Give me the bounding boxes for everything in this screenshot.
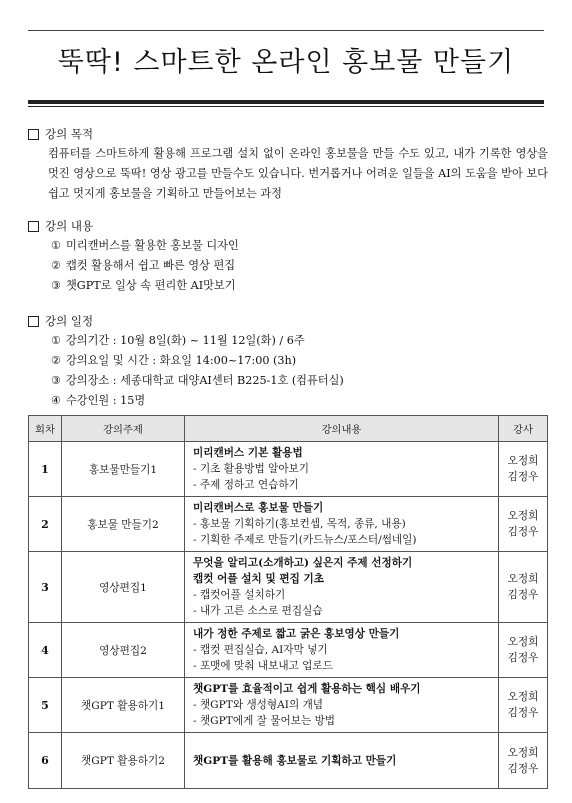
table-row <box>29 552 548 623</box>
schedule-heading-label: 강의 일정 <box>45 314 94 328</box>
checkbox-icon <box>28 221 39 232</box>
session-number: 3 <box>29 552 62 623</box>
session-topic: 홍보물 만들기2 <box>62 497 185 552</box>
page-title: 뚝딱! 스마트한 온라인 홍보물 만들기 <box>57 47 515 78</box>
instructor-name: 김정우 <box>507 652 539 664</box>
session-topic: 챗GPT 활용하기2 <box>62 733 185 789</box>
table-row <box>29 497 548 552</box>
session-topic: 영상편집1 <box>62 552 185 623</box>
list-marker: ② <box>50 354 62 367</box>
instructor-name: 김정우 <box>507 526 539 538</box>
content-bullet: - 포맷에 맞춰 내보내고 업로드 <box>193 660 333 672</box>
content-headline: 내가 정한 주제로 짧고 굵은 홍보영상 만들기 <box>193 628 400 640</box>
content-headline: 챗GPT를 효율적이고 쉽게 활용하는 핵심 배우기 <box>193 683 421 695</box>
list-item <box>50 236 548 256</box>
list-item-text: 캡컷 활용해서 쉽고 빠른 영상 편집 <box>66 259 236 272</box>
list-marker: ③ <box>50 279 62 292</box>
list-marker: ④ <box>50 394 62 407</box>
list-marker: ② <box>50 259 62 272</box>
session-content <box>185 442 499 497</box>
session-instructors <box>499 552 548 623</box>
instructor-name: 김정우 <box>507 762 539 775</box>
session-instructors <box>499 733 548 789</box>
checkbox-icon <box>28 316 39 327</box>
session-topic: 챗GPT 활용하기1 <box>62 678 185 733</box>
instructor-name: 오정희 <box>507 573 539 585</box>
content-heading <box>28 216 548 236</box>
list-item-text: 강의기간 : 10월 8일(화) ~ 11월 12일(화) / 6주 <box>66 334 305 347</box>
purpose-heading-label: 강의 목적 <box>45 127 94 141</box>
content-bullet: - 챗GPT에게 잘 물어보는 방법 <box>193 715 336 727</box>
instructor-name: 오정희 <box>507 746 539 759</box>
session-topic: 홍보물만들기1 <box>62 442 185 497</box>
list-marker: ① <box>50 334 62 347</box>
content-headline: 챗GPT를 활용해 홍보물로 기획하고 만들기 <box>193 754 397 767</box>
list-item-text: 미리캔버스를 활용한 홍보물 디자인 <box>66 239 239 252</box>
list-item <box>50 276 548 296</box>
session-instructors <box>499 678 548 733</box>
content-heading-label: 강의 내용 <box>45 219 94 233</box>
content-bullet: - 주제 정하고 연습하기 <box>193 479 299 491</box>
content-headline: 캡컷 어플 설치 및 편집 기초 <box>193 573 325 585</box>
content-bullet: - 기획한 주제로 만들기(카드뉴스/포스터/썸네일) <box>193 534 417 546</box>
title-rule-top <box>28 30 544 31</box>
purpose-text: 컴퓨터를 스마트하게 활용해 프로그램 설치 없이 온라인 홍보물을 만들 수도 있고, 내가 기록한 영상을 멋진 영상으로 뚝딱! 영상 광고를 만들수도 있습니다. 번거롭거나 어려운 일들을 AI의 도움을 받아 보다 쉽고 멋지게 홍보물을 기획하고 만들어보는 과정 <box>48 147 548 200</box>
instructor-name: 오정희 <box>507 636 539 648</box>
instructor-name: 오정희 <box>507 455 539 467</box>
instructor-name: 오정희 <box>507 691 539 703</box>
session-content <box>185 497 499 552</box>
instructor-name: 김정우 <box>507 589 539 601</box>
list-item <box>50 256 548 276</box>
list-item-text: 강의장소 : 세종대학교 대양AI센터 B225-1호 (컴퓨터실) <box>66 374 344 387</box>
header-content: 강의내용 <box>185 416 499 442</box>
session-number: 2 <box>29 497 62 552</box>
schedule-section <box>28 311 548 411</box>
content-headline: 무엇을 알리고(소개하고) 싶은지 주제 선정하기 <box>193 557 413 569</box>
content-headline: 미리캔버스로 홍보물 만들기 <box>193 502 324 514</box>
content-bullet: - 캡컷 편집실습, AI자막 넣기 <box>193 644 328 656</box>
instructor-name: 김정우 <box>507 471 539 483</box>
list-marker: ③ <box>50 374 62 387</box>
session-content <box>185 733 499 789</box>
content-headline: 미리캔버스 기본 활용법 <box>193 447 303 459</box>
list-item <box>50 351 548 371</box>
purpose-heading <box>28 124 548 144</box>
session-number: 1 <box>29 442 62 497</box>
list-item <box>50 331 548 351</box>
table-row <box>29 623 548 678</box>
session-content <box>185 678 499 733</box>
list-marker: ① <box>50 239 62 252</box>
session-content <box>185 552 499 623</box>
table-row <box>29 442 548 497</box>
session-number: 6 <box>29 733 62 789</box>
table-row <box>29 678 548 733</box>
list-item-text: 수강인원 : 15명 <box>66 394 146 407</box>
list-item <box>50 371 548 391</box>
session-instructors <box>499 623 548 678</box>
list-item <box>50 391 548 411</box>
header-instructor: 강사 <box>499 416 548 442</box>
table-row <box>29 733 548 789</box>
content-bullet: - 챗GPT와 생성형AI의 개념 <box>193 699 324 711</box>
content-bullet: - 내가 고른 소스로 편집실습 <box>193 605 323 617</box>
session-number: 4 <box>29 623 62 678</box>
session-instructors <box>499 497 548 552</box>
table-header-row <box>29 416 548 442</box>
instructor-name: 오정희 <box>507 510 539 522</box>
schedule-heading <box>28 311 548 331</box>
header-session: 회차 <box>29 416 62 442</box>
session-number: 5 <box>29 678 62 733</box>
content-section <box>28 216 548 296</box>
checkbox-icon <box>28 129 39 140</box>
content-bullet: - 기초 활용방법 알아보기 <box>193 463 310 475</box>
session-topic: 영상편집2 <box>62 623 185 678</box>
instructor-name: 김정우 <box>507 707 539 719</box>
content-bullet: - 홍보물 기획하기(홍보컨셉, 목적, 종류, 내용) <box>193 518 406 530</box>
purpose-section <box>28 124 548 204</box>
session-content <box>185 623 499 678</box>
list-item-text: 챗GPT로 일상 속 편리한 AI맛보기 <box>66 279 236 292</box>
header-topic: 강의주제 <box>62 416 185 442</box>
content-bullet: - 캡컷어플 설치하기 <box>193 589 286 601</box>
schedule-table <box>28 415 548 789</box>
schedule-table-body <box>29 442 548 789</box>
session-instructors <box>499 442 548 497</box>
list-item-text: 강의요일 및 시간 : 화요일 14:00~17:00 (3h) <box>66 354 297 367</box>
title-rule-bottom <box>28 100 544 107</box>
